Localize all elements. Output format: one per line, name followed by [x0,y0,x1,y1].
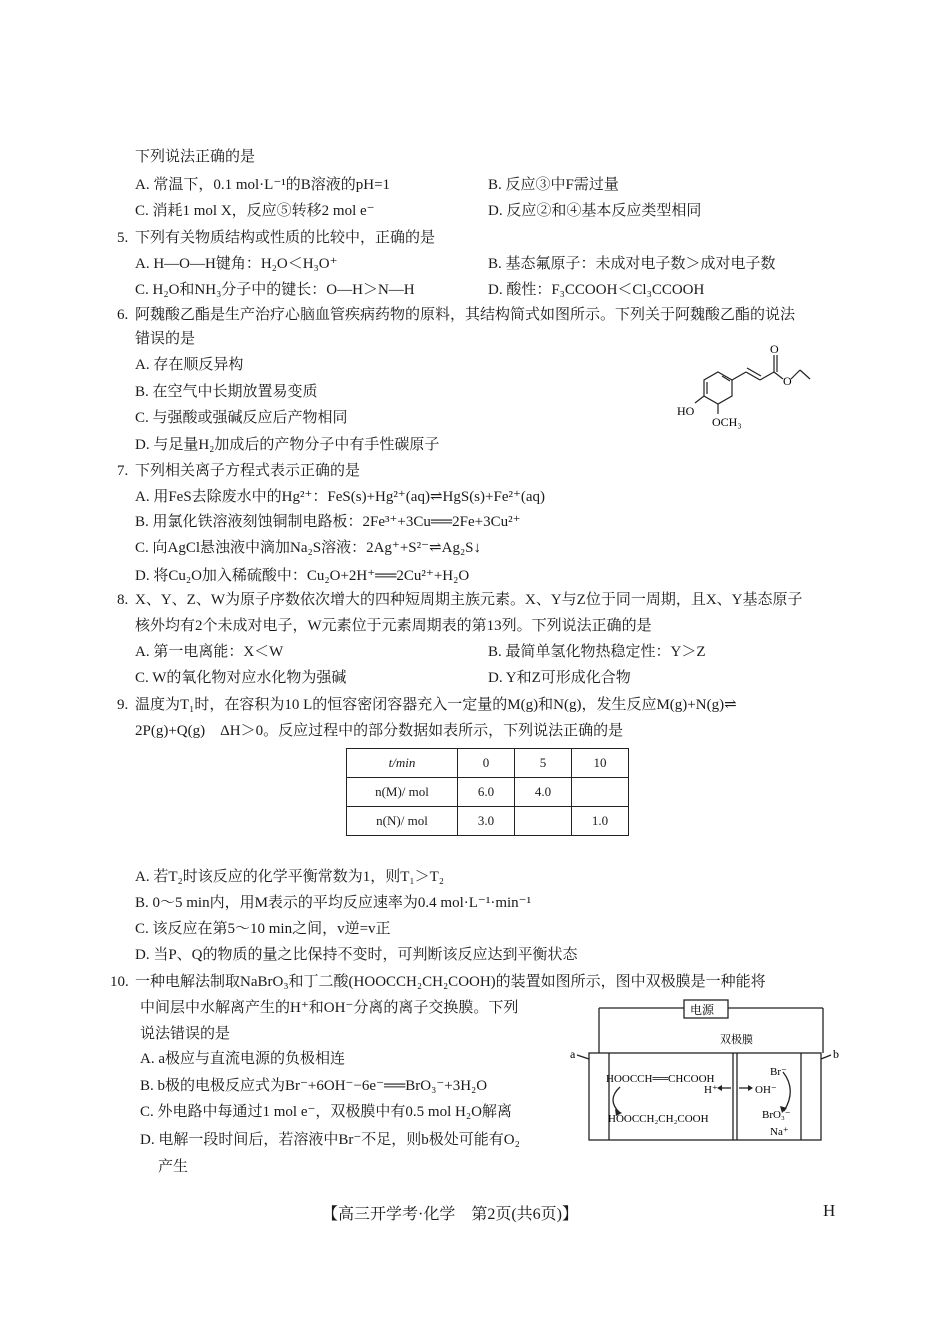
q10-number: 10. [110,974,129,990]
ester-oxygen-label: O [783,374,792,388]
q8-option-d: D. Y和Z可形成化合物 [488,670,631,686]
q7-option-b: B. 用氯化铁溶液刻蚀铜制电路板：2Fe³⁺+3Cu══2Fe+3Cu²⁺ [135,514,521,530]
q8-option-a: A. 第一电离能：X＜W [135,644,284,660]
table-cell [515,807,572,836]
q10-option-d: D. 电解一段时间后，若溶液中Br⁻不足，则b极处可能有O₂ [140,1132,520,1148]
q10-option-b: B. b极的电极反应式为Br⁻+6OH⁻−6e⁻══BrO₃⁻+3H₂O [140,1078,488,1094]
q9-option-a: A. 若T₂时该反应的化学平衡常数为1，则T₁＞T₂ [135,869,445,885]
q10-stem-line1: 一种电解法制取NaBrO₃和丁二酸(HOOCCH₂CH₂COOH)的装置如图所示，图中双极膜是一种能将 [135,974,766,990]
table-cell: n(N)/ mol [347,807,458,836]
q4-option-a: A. 常温下，0.1 mol·L⁻¹的B溶液的pH=1 [135,177,391,193]
q5-option-d: D. 酸性：F₃CCOOH＜Cl₃CCOOH [488,282,705,298]
table-header-cell: 10 [572,749,629,778]
q6-number: 6. [117,307,129,323]
q6-stem-line2: 错误的是 [135,331,196,347]
q10-option-d-cont: 产生 [158,1159,189,1175]
q9-number: 9. [117,697,129,713]
q10-option-c: C. 外电路中每通过1 mol e⁻，双极膜中有0.5 mol H₂O解离 [140,1104,512,1120]
table-cell [572,778,629,807]
q8-option-b: B. 最简单氢化物热稳定性：Y＞Z [488,644,706,660]
table-header-cell: 5 [515,749,572,778]
q6-option-d: D. 与足量H₂加成后的产物分子中有手性碳原子 [135,437,440,453]
table-row [347,778,629,807]
bromate-label: BrO₃⁻ [762,1109,791,1121]
table-cell: 6.0 [458,778,515,807]
q6-stem-line1: 阿魏酸乙酯是生产治疗心脑血管疾病药物的原料，其结构简式如图所示。下列关于阿魏酸乙酯的说法 [135,307,796,323]
q5-stem: 下列有关物质结构或性质的比较中，正确的是 [135,230,436,246]
q9-stem-line1: 温度为T₁时，在容积为10 L的恒容密闭容器充入一定量的M(g)和N(g)，发生反应M(g)+N(g)⇌ [135,697,737,713]
electrode-a-label: a [570,1047,576,1061]
table-header-cell: t/min [347,749,458,778]
carbonyl-oxygen-label: O [770,342,779,356]
q8-option-c: C. W的氧化物对应水化物为强碱 [135,670,347,686]
q8-stem-line2: 核外均有2个未成对电子，W元素位于元素周期表的第13列。下列说法正确的是 [135,618,652,634]
table-row [347,807,629,836]
q8-stem-line1: X、Y、Z、W为原子序数依次增大的四种短周期主族元素。X、Y与Z位于同一周期，且X、Y基态原子 [135,592,803,608]
power-source-label: 电源 [690,1003,715,1017]
q7-stem: 下列相关离子方程式表示正确的是 [135,463,361,479]
q5-option-c: C. H₂O和NH₃分子中的键长：O—H＞N—H [135,282,415,298]
q9-option-b: B. 0～5 min内，用M表示的平均反应速率为0.4 mol·L⁻¹·min⁻¹ [135,895,532,911]
product-label: HOOCCH₂CH₂COOH [608,1113,709,1125]
q4-option-d: D. 反应②和④基本反应类型相同 [488,203,702,219]
q6-option-c: C. 与强酸或强碱反应后产物相同 [135,410,348,426]
hydroxy-label: HO [677,404,695,418]
table-cell: 3.0 [458,807,515,836]
methoxy-label: OCH₃ [712,415,742,429]
h-ion-label: H⁺ [704,1084,718,1096]
q10-stem-line2: 中间层中水解离产生的H⁺和OH⁻分离的离子交换膜。下列 [140,1000,519,1016]
q4-option-c: C. 消耗1 mol X，反应⑤转移2 mol e⁻ [135,203,375,219]
q10-stem-line3: 说法错误的是 [140,1026,231,1042]
oh-ion-label: OH⁻ [755,1084,777,1096]
bromide-label: Br⁻ [770,1066,787,1078]
electrolysis-cell-diagram [560,995,850,1150]
table-cell: 1.0 [572,807,629,836]
q6-option-a: A. 存在顺反异构 [135,357,244,373]
q9-data-table [346,748,629,836]
q9-option-d: D. 当P、Q的物质的量之比保持不变时，可判断该反应达到平衡状态 [135,947,578,963]
q8-number: 8. [117,592,129,608]
reactant-label: HOOCCH══CHCOOH [606,1073,715,1085]
q10-option-a: A. a极应与直流电源的负极相连 [140,1051,345,1067]
q7-option-c: C. 向AgCl悬浊液中滴加Na₂S溶液：2Ag⁺+S²⁻⇌Ag₂S↓ [135,540,482,556]
bipolar-membrane-label: 双极膜 [720,1034,753,1046]
table-header-cell: 0 [458,749,515,778]
table-cell: n(M)/ mol [347,778,458,807]
page-footer: 【高三开学考·化学 第2页(共6页)】 [322,1206,578,1223]
sodium-ion-label: Na⁺ [770,1126,789,1138]
q5-option-a: A. H—O—H键角：H₂O＜H₃O⁺ [135,256,338,272]
q5-number: 5. [117,230,129,246]
q9-option-c: C. 该反应在第5～10 min之间，v逆=v正 [135,921,391,937]
q9-stem-line2: 2P(g)+Q(g) ΔH＞0。反应过程中的部分数据如表所示，下列说法正确的是 [135,723,624,739]
version-mark: H [823,1201,836,1220]
electrode-b-label: b [833,1047,839,1061]
ethyl-ferulate-structure [670,335,820,435]
table-cell: 4.0 [515,778,572,807]
q7-number: 7. [117,463,129,479]
q7-option-a: A. 用FeS去除废水中的Hg²⁺：FeS(s)+Hg²⁺(aq)⇌HgS(s)+Fe²⁺(aq) [135,489,546,505]
q5-option-b: B. 基态氟原子：未成对电子数＞成对电子数 [488,256,776,272]
q4-stem: 下列说法正确的是 [135,149,256,165]
q4-option-b: B. 反应③中F需过量 [488,177,619,193]
q7-option-d: D. 将Cu₂O加入稀硫酸中：Cu₂O+2H⁺══2Cu²⁺+H₂O [135,568,470,584]
q6-option-b: B. 在空气中长期放置易变质 [135,384,318,400]
table-header-row [347,749,629,778]
